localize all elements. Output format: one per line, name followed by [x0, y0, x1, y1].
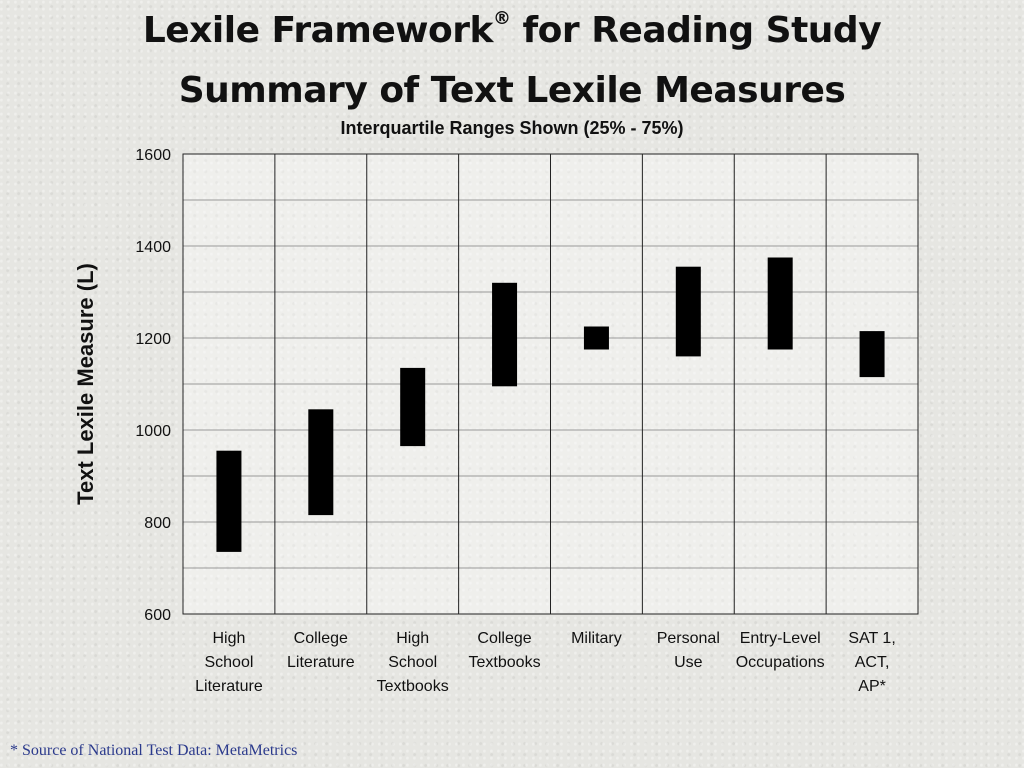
page-title-line2: Summary of Text Lexile Measures [178, 70, 846, 111]
x-category-line: High [212, 630, 246, 647]
x-category-line: Literature [287, 654, 355, 671]
chart-subtitle: Interquartile Ranges Shown (25% - 75%) [340, 118, 684, 138]
x-category-line: Entry-Level [739, 630, 821, 647]
y-tick-label: 1600 [135, 147, 171, 164]
range-bar [860, 331, 885, 377]
x-category-label [571, 630, 622, 647]
x-category-label [287, 630, 355, 671]
x-category-line: SAT 1, [848, 630, 896, 647]
range-bar [400, 368, 425, 446]
registered-mark: ® [492, 8, 511, 29]
x-category-line: Use [674, 654, 703, 671]
range-bar [768, 258, 793, 350]
x-category-line: Personal [656, 630, 720, 647]
x-category-line: Textbooks [468, 654, 541, 671]
range-bar [308, 409, 333, 515]
x-category-line: High [396, 630, 430, 647]
footnote: * Source of National Test Data: MetaMetrics [10, 742, 298, 759]
x-category-label [848, 630, 895, 695]
x-category-label [195, 630, 263, 695]
x-category-line: Occupations [735, 654, 825, 671]
range-bar [584, 327, 609, 350]
y-tick-label: 800 [144, 515, 171, 532]
x-category-line: School [388, 654, 438, 671]
range-bar [676, 267, 701, 357]
title-text-rest: for Reading Study [510, 10, 882, 51]
x-category-line: Literature [195, 678, 263, 695]
x-category-line: College [477, 630, 532, 647]
x-category-line: School [204, 654, 254, 671]
y-axis-label: Text Lexile Measure (L) [73, 263, 98, 505]
y-tick-label: 1000 [135, 423, 171, 440]
x-category-label [736, 630, 825, 671]
x-category-line: ACT, [854, 654, 890, 671]
x-category-label [377, 630, 449, 695]
range-bar [216, 451, 241, 552]
x-category-label [469, 630, 541, 671]
y-tick-label: 600 [144, 607, 171, 624]
y-tick-label: 1200 [135, 331, 171, 348]
range-bar [492, 283, 517, 387]
y-tick-label: 1400 [135, 239, 171, 256]
x-category-line: Military [571, 630, 622, 647]
x-category-label [657, 630, 720, 671]
title-text: Lexile Framework [142, 10, 493, 51]
x-category-line: Textbooks [376, 678, 449, 695]
x-category-line: College [293, 630, 348, 647]
x-category-line: AP* [858, 678, 886, 695]
